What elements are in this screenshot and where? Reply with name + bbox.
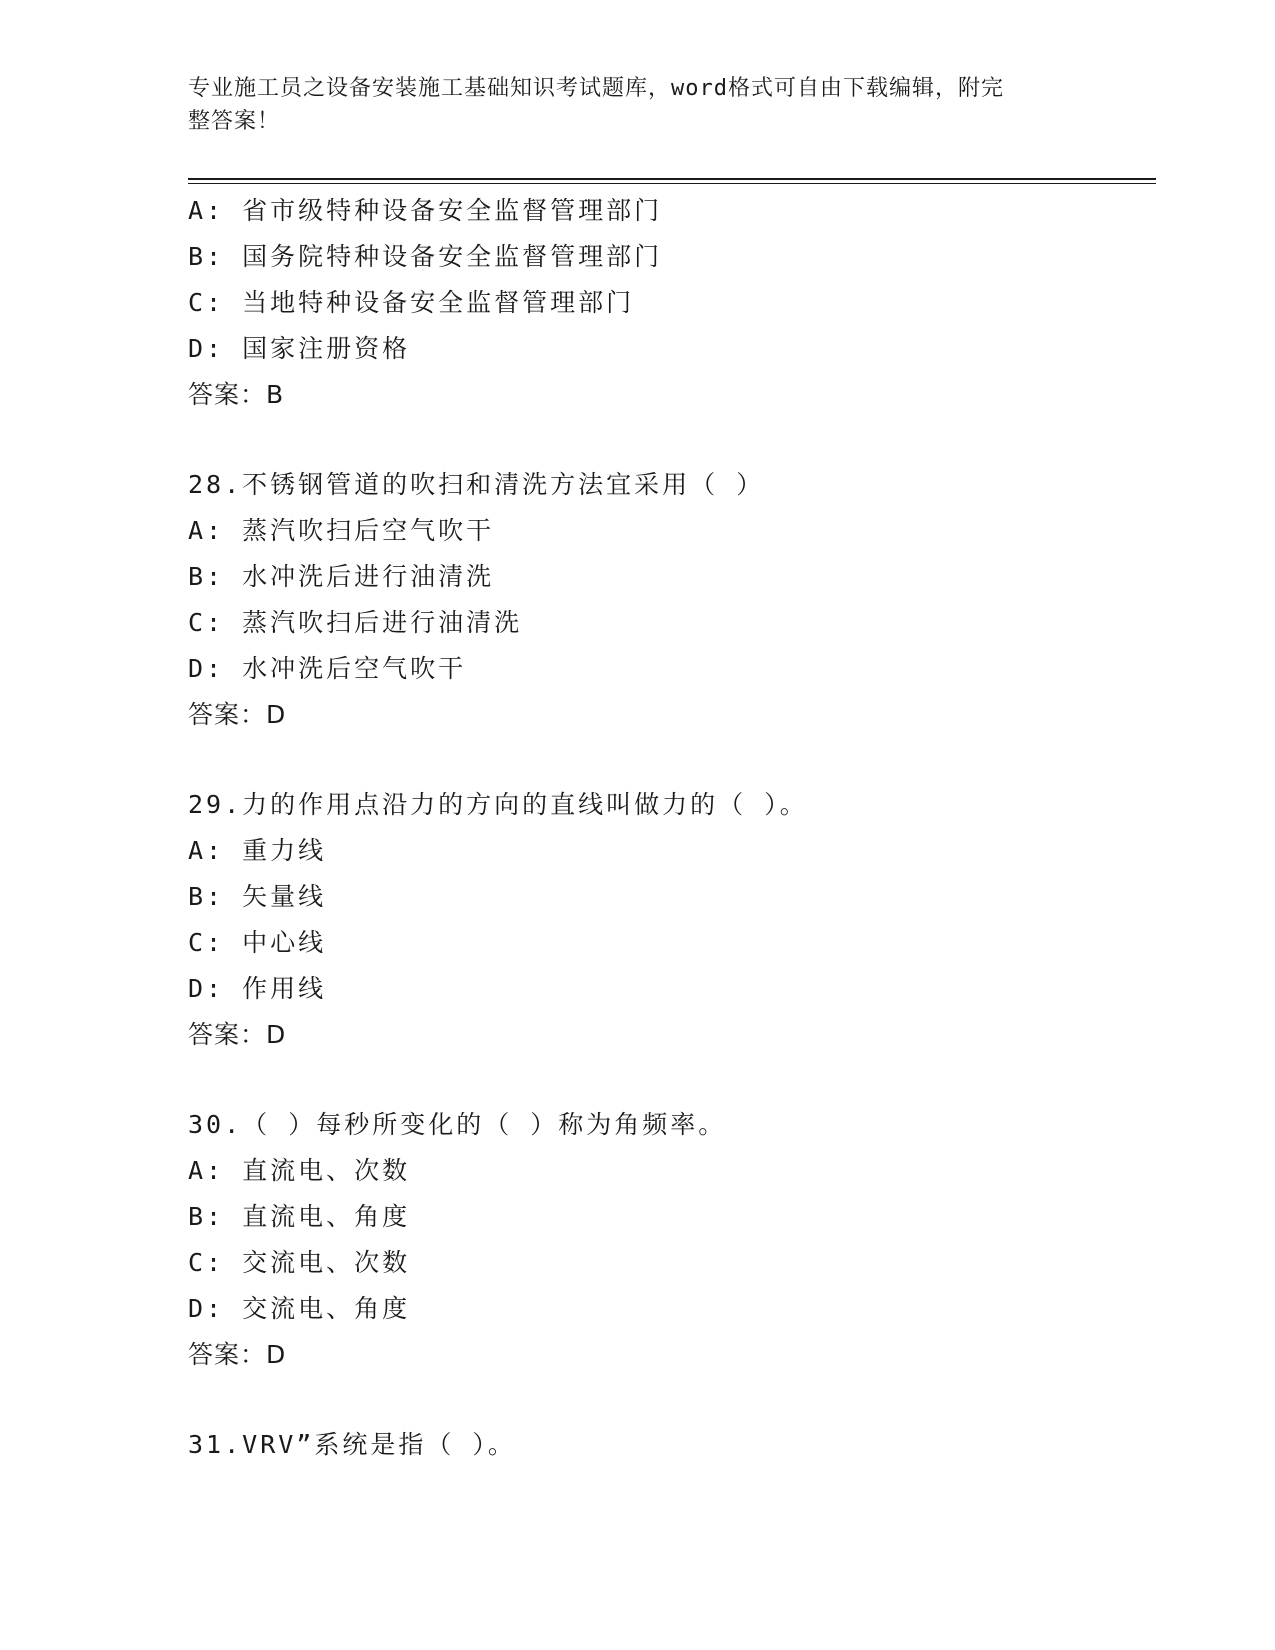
question-text: 28.不锈钢管道的吹扫和清洗方法宜采用（ ） <box>188 470 765 499</box>
option-d: D: 国家注册资格 <box>188 334 411 363</box>
header-divider-thick <box>188 178 1156 180</box>
option-c: C: 交流电、次数 <box>188 1248 411 1277</box>
option-c: C: 中心线 <box>188 928 327 957</box>
header-line-1: 专业施工员之设备安装施工基础知识考试题库，word格式可自由下载编辑，附完 <box>188 76 1004 101</box>
option-b: B: 水冲洗后进行油清洗 <box>188 562 495 591</box>
answer: 答案：D <box>188 1020 287 1049</box>
question-text: 29.力的作用点沿力的方向的直线叫做力的（ ）。 <box>188 790 808 819</box>
question-list <box>188 188 1156 1468</box>
header-line-2: 整答案！ <box>188 109 281 134</box>
option-c: C: 蒸汽吹扫后进行油清洗 <box>188 608 523 637</box>
header-divider-thin <box>188 183 1156 184</box>
spacer <box>188 1378 1156 1422</box>
spacer <box>188 418 1156 462</box>
answer: 答案：B <box>188 380 285 409</box>
question-29 <box>188 782 1156 1058</box>
option-b: B: 矢量线 <box>188 882 327 911</box>
option-a: A: 直流电、次数 <box>188 1156 411 1185</box>
option-d: D: 作用线 <box>188 974 327 1003</box>
question-text: 31.VRV”系统是指（ ）。 <box>188 1430 516 1459</box>
option-b: B: 国务院特种设备安全监督管理部门 <box>188 242 663 271</box>
option-d: D: 水冲洗后空气吹干 <box>188 654 467 683</box>
option-c: C: 当地特种设备安全监督管理部门 <box>188 288 635 317</box>
option-a: A: 重力线 <box>188 836 327 865</box>
answer: 答案：D <box>188 1340 287 1369</box>
option-a: A: 蒸汽吹扫后空气吹干 <box>188 516 495 545</box>
question-27 <box>188 188 1156 418</box>
spacer <box>188 738 1156 782</box>
option-a: A: 省市级特种设备安全监督管理部门 <box>188 196 663 225</box>
spacer <box>188 1058 1156 1102</box>
question-28 <box>188 462 1156 738</box>
document-header <box>188 72 1088 138</box>
question-30 <box>188 1102 1156 1378</box>
option-b: B: 直流电、角度 <box>188 1202 411 1231</box>
question-text: 30.（ ）每秒所变化的（ ）称为角频率。 <box>188 1110 727 1139</box>
option-d: D: 交流电、角度 <box>188 1294 411 1323</box>
answer: 答案：D <box>188 700 287 729</box>
question-31 <box>188 1422 1156 1468</box>
